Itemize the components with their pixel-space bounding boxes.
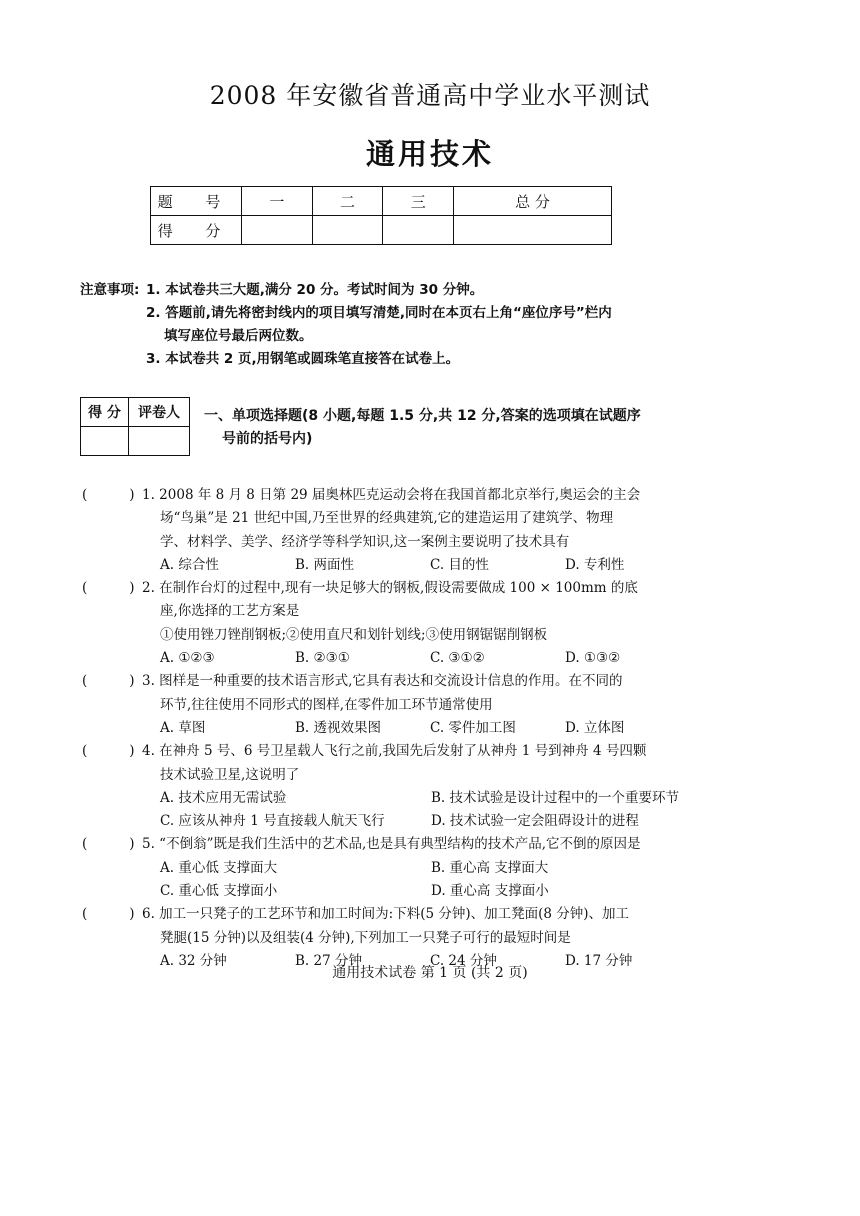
section-heading-line: 号前的括号内) (222, 431, 313, 447)
grader-name-label: 评卷人 (129, 398, 190, 427)
option: C. 24 分钟 (430, 952, 497, 969)
option: A. ①②③ (160, 650, 215, 667)
option: A. 综合性 (160, 556, 219, 573)
answer-bracket[interactable]: ( ) (82, 743, 135, 760)
score-table-score-row (151, 216, 612, 245)
note-item: 填写座位号最后两位数。 (164, 328, 313, 344)
page-title: 2008 年安徽省普通高中学业水平测试 (209, 81, 651, 110)
option: D. 重心高 支撑面小 (431, 883, 549, 900)
question-item (82, 670, 682, 740)
option: C. ③①② (430, 650, 485, 667)
score-table (150, 186, 612, 245)
score-header-cell: 一 (242, 187, 313, 216)
option: D. 立体图 (565, 719, 625, 736)
question-text: 技术试验卫星,这说明了 (160, 766, 300, 783)
option: A. 草图 (160, 719, 206, 736)
option: B. 两面性 (295, 556, 355, 573)
question-list (82, 484, 682, 973)
question-text: 5. “不倒翁”既是我们生活中的艺术品,也是具有典型结构的技术产品,它不倒的原因是 (142, 836, 641, 853)
score-header-cell: 三 (383, 187, 454, 216)
question-text: 1. 2008 年 8 月 8 日第 29 届奥林匹克运动会将在我国首都北京举行,奥运会的主会 (142, 487, 641, 503)
option: C. 重心低 支撑面小 (160, 883, 278, 900)
notes-label: 注意事项: (80, 282, 140, 298)
question-text: 3. 图样是一种重要的技术语言形式,它具有表达和交流设计信息的作用。在不同的 (142, 673, 623, 690)
question-text: 座,你选择的工艺方案是 (160, 603, 300, 620)
answer-bracket[interactable]: ( ) (82, 487, 135, 503)
answer-bracket[interactable]: ( ) (82, 580, 135, 597)
option: B. 透视效果图 (295, 719, 382, 736)
grader-score-label: 得 分 (81, 398, 129, 427)
question-text: 2. 在制作台灯的过程中,现有一块足够大的钢板,假设需要做成 100 × 100mm 的底 (142, 580, 638, 597)
option: A. 重心低 支撑面大 (160, 859, 278, 876)
question-item (82, 484, 682, 577)
option-row (142, 787, 702, 810)
answer-bracket[interactable]: ( ) (82, 673, 135, 690)
option-row (142, 554, 700, 577)
option: D. ①③② (565, 650, 621, 667)
option-row (142, 857, 702, 880)
question-text: 4. 在神舟 5 号、6 号卫星载人飞行之前,我国先后发射了从神舟 1 号到神舟 4 号四颗 (142, 743, 647, 760)
score-input-cell[interactable] (454, 216, 612, 245)
option: A. 32 分钟 (160, 952, 227, 969)
question-item (82, 740, 682, 833)
page-footer: 通用技术试卷 第 1 页 (共 2 页) (332, 965, 528, 981)
option-row (142, 647, 700, 670)
option: D. 技术试验一定会阻碍设计的进程 (431, 813, 639, 830)
option: B. 27 分钟 (295, 952, 362, 969)
score-header-cell: 题 号 (151, 187, 242, 216)
option: D. 专利性 (565, 556, 625, 573)
option-row (142, 880, 702, 903)
score-row-label: 得 分 (151, 216, 242, 245)
option: A. 技术应用无需试验 (160, 789, 287, 806)
option-row (142, 810, 702, 833)
question-text: 凳腿(15 分钟)以及组装(4 分钟),下列加工一只凳子可行的最短时间是 (160, 929, 571, 946)
option: C. 零件加工图 (430, 719, 516, 736)
option: B. 重心高 支撑面大 (431, 859, 549, 876)
option: C. 目的性 (430, 556, 489, 573)
score-input-cell[interactable] (383, 216, 454, 245)
question-text: 学、材料学、美学、经济学等科学知识,这一案例主要说明了技术具有 (160, 533, 570, 550)
note-item: 3. 本试卷共 2 页,用钢笔或圆珠笔直接答在试卷上。 (146, 351, 460, 367)
question-item (82, 577, 682, 670)
section-heading (204, 405, 684, 451)
grader-box (80, 397, 190, 456)
question-text: 场“鸟巢”是 21 世纪中国,乃至世界的经典建筑,它的建造运用了建筑学、物理 (160, 510, 614, 527)
score-table-header-row (151, 187, 612, 216)
exam-notes (80, 279, 700, 371)
section-heading-line: 一、单项选择题(8 小题,每题 1.5 分,共 12 分,答案的选项填在试题序 (204, 408, 641, 424)
subject-title: 通用技术 (365, 137, 494, 171)
grader-name-cell[interactable] (129, 427, 190, 456)
option-row (142, 717, 700, 740)
score-input-cell[interactable] (242, 216, 313, 245)
answer-bracket[interactable]: ( ) (82, 906, 135, 923)
score-input-cell[interactable] (312, 216, 383, 245)
note-item: 1. 本试卷共三大题,满分 20 分。考试时间为 30 分钟。 (146, 282, 484, 298)
question-text: 6. 加工一只凳子的工艺环节和加工时间为:下料(5 分钟)、加工凳面(8 分钟)、加工 (142, 906, 630, 923)
option: B. 技术试验是设计过程中的一个重要环节 (431, 789, 680, 806)
score-header-cell: 总 分 (454, 187, 612, 216)
option: C. 应该从神舟 1 号直接载人航天飞行 (160, 813, 385, 830)
answer-bracket[interactable]: ( ) (82, 836, 135, 853)
question-text: 环节,往往使用不同形式的图样,在零件加工环节通常使用 (160, 696, 493, 713)
option: B. ②③① (295, 650, 350, 667)
question-text: ①使用锉刀锉削钢板;②使用直尺和划针划线;③使用钢锯锯削钢板 (160, 626, 548, 643)
option: D. 17 分钟 (565, 952, 633, 969)
score-header-cell: 二 (312, 187, 383, 216)
grader-score-cell[interactable] (81, 427, 129, 456)
question-item (82, 833, 682, 903)
note-item: 2. 答题前,请先将密封线内的项目填写清楚,同时在本页右上角“座位序号”栏内 (146, 305, 612, 321)
